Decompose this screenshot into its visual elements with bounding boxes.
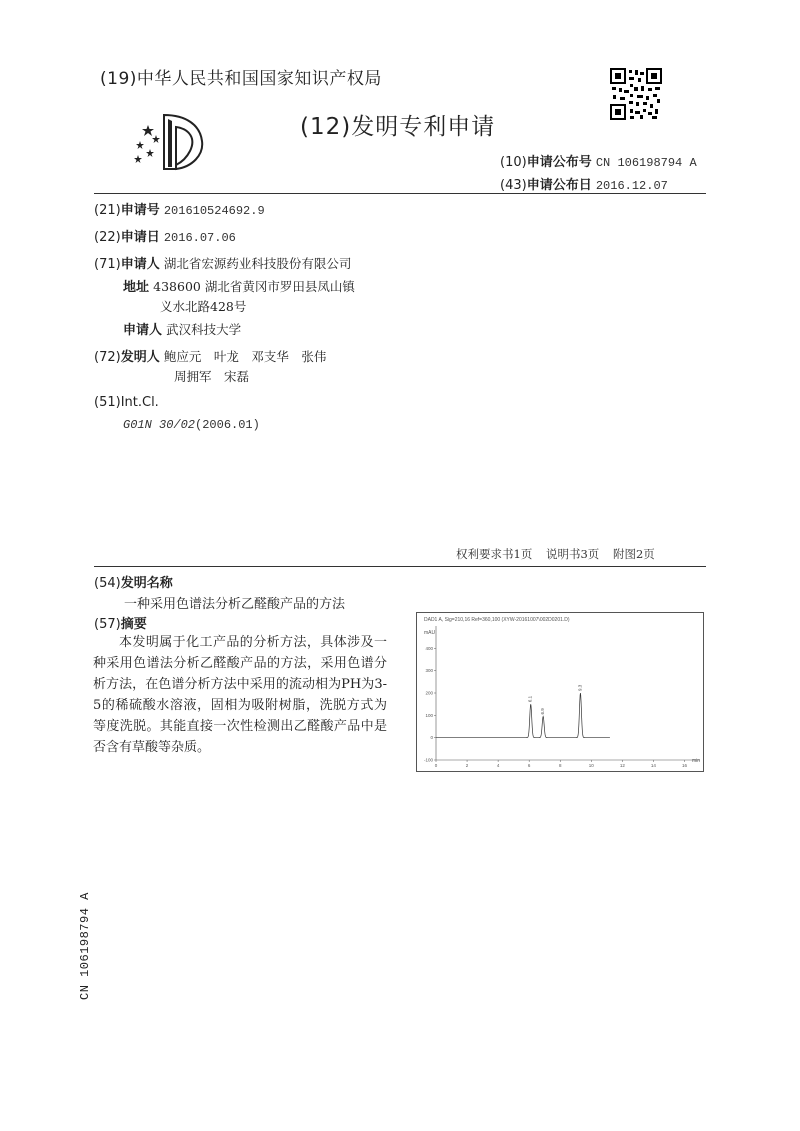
office-code: (19)	[100, 69, 137, 89]
pub-no-label: 申请公布号	[526, 155, 592, 170]
doc-type-code: (12)	[300, 114, 352, 140]
inventor-label: 发明人	[120, 350, 160, 365]
abstract-heading	[94, 613, 147, 632]
applicant-code: (71)	[94, 257, 121, 272]
y-tick-label: 100	[425, 712, 433, 718]
y-tick-label: 0	[430, 735, 433, 741]
y-tick-label: 200	[425, 690, 433, 696]
ipc-class: G01N 30/02	[123, 418, 196, 432]
applicant-value: 湖北省宏源药业科技股份有限公司	[163, 256, 352, 271]
chart-title: DAD1 A, Sig=210,16 Ref=360,100 (XYW-20161007\002D0201.D)	[424, 617, 570, 623]
y-tick-label: 300	[425, 668, 433, 674]
chromatogram-chart	[416, 612, 704, 772]
description-count: 说明书3页	[545, 547, 600, 561]
filing-label: 申请日	[120, 230, 160, 245]
address-line1: 438600 湖北省黄冈市罗田县凤山镇	[153, 279, 355, 294]
ipc-version: (2006.01)	[195, 418, 260, 432]
applicant2-label: 申请人	[123, 323, 163, 338]
inventors-line2: 周拥军 宋磊	[174, 369, 250, 384]
x-tick-label: 16	[681, 763, 687, 768]
address-label: 地址	[123, 280, 150, 295]
y-tick-label: 400	[425, 645, 433, 651]
header-divider	[94, 193, 706, 194]
filing-value: 2016.07.06	[163, 231, 236, 245]
filing-code: (22)	[94, 230, 121, 245]
counts-divider	[94, 566, 706, 567]
side-publication-number: CN 106198794 A	[78, 892, 92, 1000]
pub-date-code: (43)	[500, 178, 527, 193]
office-name: 中华人民共和国国家知识产权局	[136, 69, 382, 89]
drawings-count: 附图2页	[612, 547, 655, 561]
inventor-row	[94, 346, 326, 365]
applicant-label: 申请人	[120, 257, 160, 272]
ipc-row	[94, 395, 159, 410]
invention-title-heading	[94, 572, 173, 591]
abstract-code: (57)	[94, 617, 121, 632]
y-tick-label: -100	[423, 757, 433, 763]
qr-code-icon	[610, 68, 662, 120]
x-tick-label: 2	[465, 763, 469, 768]
title-label: 发明名称	[120, 576, 173, 591]
inventors-line1: 鲍应元 叶龙 邓支华 张伟	[163, 349, 327, 364]
office-header	[100, 64, 382, 89]
pub-no-code: (10)	[500, 155, 527, 170]
x-tick-label: 8	[558, 763, 562, 768]
application-number-row	[94, 199, 265, 218]
page-counts	[456, 546, 665, 562]
filing-date-row	[94, 226, 236, 245]
applicant2-value: 武汉科技大学	[166, 322, 242, 337]
publication-number-row	[500, 151, 697, 170]
title-code: (54)	[94, 576, 121, 591]
peak-label: 9.3	[577, 684, 583, 691]
address-row	[123, 276, 355, 295]
ipc-code: (51)	[94, 395, 121, 410]
ipc-label: Int.Cl.	[120, 395, 159, 410]
peak-label: 6.9	[540, 708, 546, 715]
x-tick-label: 6	[527, 763, 531, 768]
peak-label: 6.1	[527, 695, 533, 703]
pub-date-value: 2016.12.07	[595, 179, 668, 193]
cnipa-logo-icon	[130, 105, 210, 175]
claims-count: 权利要求书1页	[456, 547, 533, 561]
pub-no-value: CN 106198794 A	[595, 156, 697, 170]
abstract-label: 摘要	[120, 617, 147, 632]
ipc-class-row	[123, 417, 260, 432]
x-tick-label: 4	[496, 763, 500, 768]
address-line2: 义水北路428号	[160, 299, 247, 314]
applicant-row	[94, 253, 351, 272]
x-tick-label: 10	[588, 763, 594, 768]
pub-date-label: 申请公布日	[526, 178, 592, 193]
inventor-code: (72)	[94, 350, 121, 365]
abstract-text: 本发明属于化工产品的分析方法，具体涉及一种采用色谱法分析乙醛酸产品的方法，采用色谱分析方法，在色谱分析方法中采用的流动相为PH为3-5的稀硫酸水溶液，固相为吸附树脂，洗脱方式为等度洗脱。其能直接一次性检测出乙醛酸产品中是否含有草酸等杂质。	[93, 635, 387, 755]
app-no-value: 201610524692.9	[163, 204, 265, 218]
x-tick-label: 12	[619, 763, 625, 768]
chart-ylabel: mAU	[424, 630, 436, 636]
app-no-label: 申请号	[120, 203, 160, 218]
invention-title: 一种采用色谱法分析乙醛酸产品的方法	[124, 597, 346, 612]
app-no-code: (21)	[94, 203, 121, 218]
x-tick-label: 0	[434, 763, 438, 768]
x-tick-label: 14	[650, 763, 656, 768]
document-type	[300, 108, 495, 141]
publication-date-row	[500, 174, 668, 193]
doc-type-label: 发明专利申请	[351, 114, 496, 140]
chart-xlabel: min	[692, 758, 701, 764]
applicant2-row	[123, 319, 241, 338]
